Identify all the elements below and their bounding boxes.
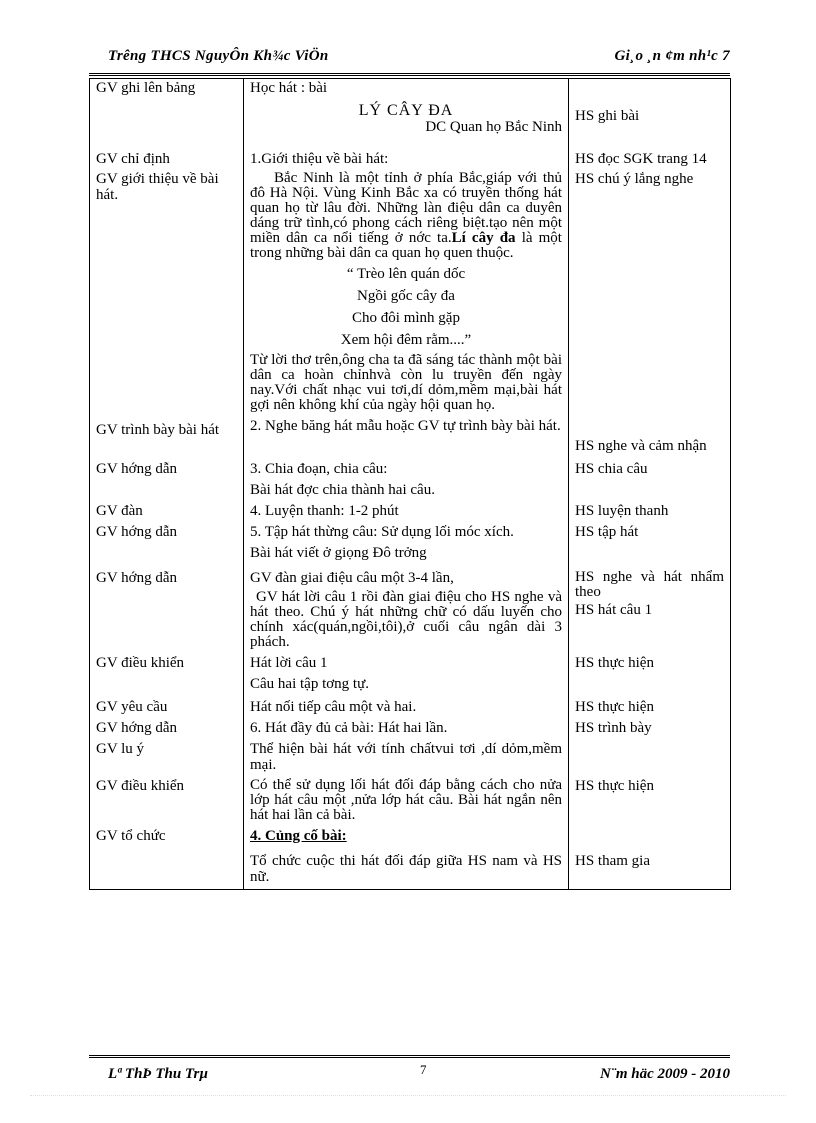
student-activity	[569, 96, 731, 135]
teacher-activity: GV yêu cầu	[90, 698, 244, 719]
paragraph: Thể hiện bài hát với tính chấtvui tơi ,dí dỏm,mềm mại.	[250, 741, 562, 773]
student-activity	[569, 417, 731, 460]
table-row	[90, 481, 731, 502]
lesson-content	[244, 827, 569, 848]
teacher-activity-text: GV giới thiệu về bài hát.	[96, 171, 219, 203]
student-activity-text: HS hát câu 1	[575, 602, 653, 618]
paragraph: Bài hát đợc chia thành hai câu.	[250, 482, 435, 498]
page-header	[108, 44, 730, 70]
verse-line: Ngồi gốc cây đa	[357, 288, 455, 304]
header-school: Trêng THCS NguyÔn Kh¾c ViÖn	[108, 48, 329, 64]
lesson-content	[244, 654, 569, 675]
teacher-activity: GV hớng dẫn	[90, 719, 244, 740]
lesson-content	[244, 719, 569, 740]
table-row	[90, 96, 731, 135]
lesson-content	[244, 96, 569, 135]
student-activity-text: HS nghe và cảm nhận	[575, 438, 707, 454]
student-activity: HS thực hiện	[569, 698, 731, 719]
paragraph: GV đàn giai điệu câu một 3-4 lần,	[250, 570, 454, 586]
table-row	[90, 265, 731, 352]
paragraph: Có thể sử dụng lối hát đối đáp bằng cách cho nửa lớp hát câu một ,nửa lớp hát câu. Bài hát ngắn nên hát hai lần cả bài.	[250, 777, 562, 823]
teacher-activity	[90, 565, 244, 654]
teacher-activity	[90, 417, 244, 460]
footer-rule	[89, 1055, 730, 1058]
student-activity	[569, 460, 731, 481]
lesson-content	[244, 481, 569, 502]
paragraph: Tổ chức cuộc thi hát đối đáp giữa HS nam và HS nữ.	[250, 853, 562, 885]
lesson-content	[244, 740, 569, 777]
student-activity: HS tập hát	[569, 523, 731, 544]
student-activity: HS luyện thanh	[569, 502, 731, 523]
student-activity: HS thực hiện	[569, 654, 731, 675]
table-row	[90, 675, 731, 698]
lesson-content	[244, 544, 569, 565]
student-activity	[569, 848, 731, 890]
header-subject: Gi¸o ¸n ¢m nh¹c 7	[614, 48, 730, 64]
verse-line: Cho đôi mình gặp	[352, 310, 460, 326]
paragraph: 5. Tập hát thừng câu: Sử dụng lối móc xích.	[250, 524, 514, 540]
lesson-content	[244, 777, 569, 827]
page-number: 7	[420, 1062, 427, 1077]
table-row	[90, 698, 731, 719]
table-row	[90, 777, 731, 827]
paragraph: 4. Luyện thanh: 1-2 phút	[250, 503, 399, 519]
teacher-activity: GV ghi lên bảng	[90, 79, 244, 97]
verse-line: “ Trèo lên quán dốc	[346, 266, 466, 282]
teacher-activity-text: GV chỉ định	[96, 151, 170, 167]
table-row	[90, 417, 731, 460]
paragraph: GV hát lời câu 1 rồi đàn giai điệu cho HS nghe và hát theo. Chú ý hát những chữ có dấu luyến cho chính xác(quán,ngồi,tôi),ở cuối câu ngân dài 3 phách.	[250, 589, 562, 650]
page-footer	[108, 1062, 730, 1086]
lesson-content	[244, 352, 569, 417]
teacher-activity: GV điều khiển	[90, 777, 244, 827]
student-activity	[569, 79, 731, 97]
lesson-content	[244, 502, 569, 523]
lesson-content: Học hát : bài	[244, 79, 569, 97]
lesson-content	[244, 135, 569, 265]
student-activity-text: HS chia câu	[575, 461, 648, 477]
student-activity-text: HS chú ý lắng nghe	[575, 171, 694, 187]
footer-year: N¨m häc 2009 - 2010	[600, 1066, 730, 1082]
paragraph: Hát lời câu 1	[250, 655, 328, 671]
song-origin: DC Quan họ Bắc Ninh	[425, 119, 562, 135]
student-activity-text: HS đọc SGK trang 14	[575, 151, 707, 167]
paragraph: 3. Chia đoạn, chia câu:	[250, 461, 388, 477]
lesson-content	[244, 523, 569, 544]
teacher-activity: GV đàn	[90, 502, 244, 523]
table-row	[90, 544, 731, 565]
lesson-content	[244, 698, 569, 719]
intro-paragraph	[250, 171, 562, 261]
student-activity-text: HS ghi bài	[575, 108, 640, 124]
student-activity: HS thực hiện	[569, 777, 731, 827]
teacher-activity: GV tổ chức	[90, 827, 244, 848]
student-activity-text: HS tham gia	[575, 853, 650, 869]
footer-author: Lª ThÞ Thu Trµ	[108, 1066, 209, 1082]
teacher-activity	[90, 135, 244, 265]
table-row	[90, 848, 731, 890]
lesson-content	[244, 417, 569, 460]
song-title: LÝ CÂY ĐA	[358, 102, 454, 119]
section-heading: 1.Giới thiệu về bài hát:	[250, 151, 389, 167]
lesson-table	[89, 78, 731, 890]
table-row	[90, 79, 731, 97]
table-row	[90, 565, 731, 654]
lesson-content	[244, 460, 569, 481]
student-activity	[569, 565, 731, 654]
table-row	[90, 654, 731, 675]
student-activity: HS trình bày	[569, 719, 731, 740]
table-row	[90, 719, 731, 740]
paragraph: Bài hát viết ở giọng Đô trởng	[250, 545, 427, 561]
verse-line: Xem hội đêm rằm....”	[340, 332, 472, 348]
student-activity-text: HS nghe và hát nhẩm theo	[575, 569, 724, 600]
section-heading: 4. Củng cố bài:	[250, 828, 347, 844]
header-rule	[89, 73, 730, 76]
teacher-activity: GV hớng dẫn	[90, 523, 244, 544]
song-name-bold: Lí cây đa	[451, 230, 516, 246]
paragraph: Từ lời thơ trên,ông cha ta đã sáng tác thành một bài dân ca hoàn chỉnhvà còn lu truyền đến ngày nay.Với chất nhạc vui tơi,dí dỏm,mềm mại,bài hát gợi nên không khí của ngày hội quan họ.	[250, 352, 562, 413]
bottom-divider	[30, 1095, 786, 1096]
lesson-content	[244, 848, 569, 890]
lesson-content	[244, 675, 569, 698]
teacher-activity-text: GV trình bày bài hát	[96, 422, 220, 438]
paragraph: Câu hai tập tơng tự.	[250, 676, 369, 692]
table-row	[90, 135, 731, 265]
table-row	[90, 740, 731, 777]
teacher-activity: GV điều khiển	[90, 654, 244, 675]
table-row	[90, 523, 731, 544]
paragraph: 2. Nghe băng hát mẫu hoặc GV tự trình bày bài hát.	[250, 418, 561, 434]
teacher-activity: GV lu ý	[90, 740, 244, 777]
intro-tail: là một trong những bài dân ca quan họ quen thuộc.	[250, 230, 562, 261]
teacher-activity-text: GV hớng dẫn	[96, 570, 177, 586]
teacher-activity: GV hớng dẫn	[90, 460, 244, 481]
intro-text: Bắc Ninh là một tỉnh ở phía Bắc,giáp với thủ đô Hà Nội. Vùng Kinh Bắc xa có truyền thống hát quan họ từ lâu đời. Những làn điệu dân ca duyên dáng trữ tình,có phong cách riêng biệt.tạo nên một miền dân ca nổi tiếng ở nớc ta.	[250, 170, 562, 246]
poem-verse	[244, 265, 569, 352]
student-activity	[569, 135, 731, 265]
lesson-content	[244, 565, 569, 654]
paragraph: 6. Hát đầy đủ cả bài: Hát hai lần.	[250, 720, 448, 736]
table-row	[90, 352, 731, 417]
teacher-activity	[90, 96, 244, 135]
paragraph: Hát nối tiếp câu một và hai.	[250, 699, 417, 715]
table-row	[90, 502, 731, 523]
table-row	[90, 460, 731, 481]
table-row	[90, 827, 731, 848]
